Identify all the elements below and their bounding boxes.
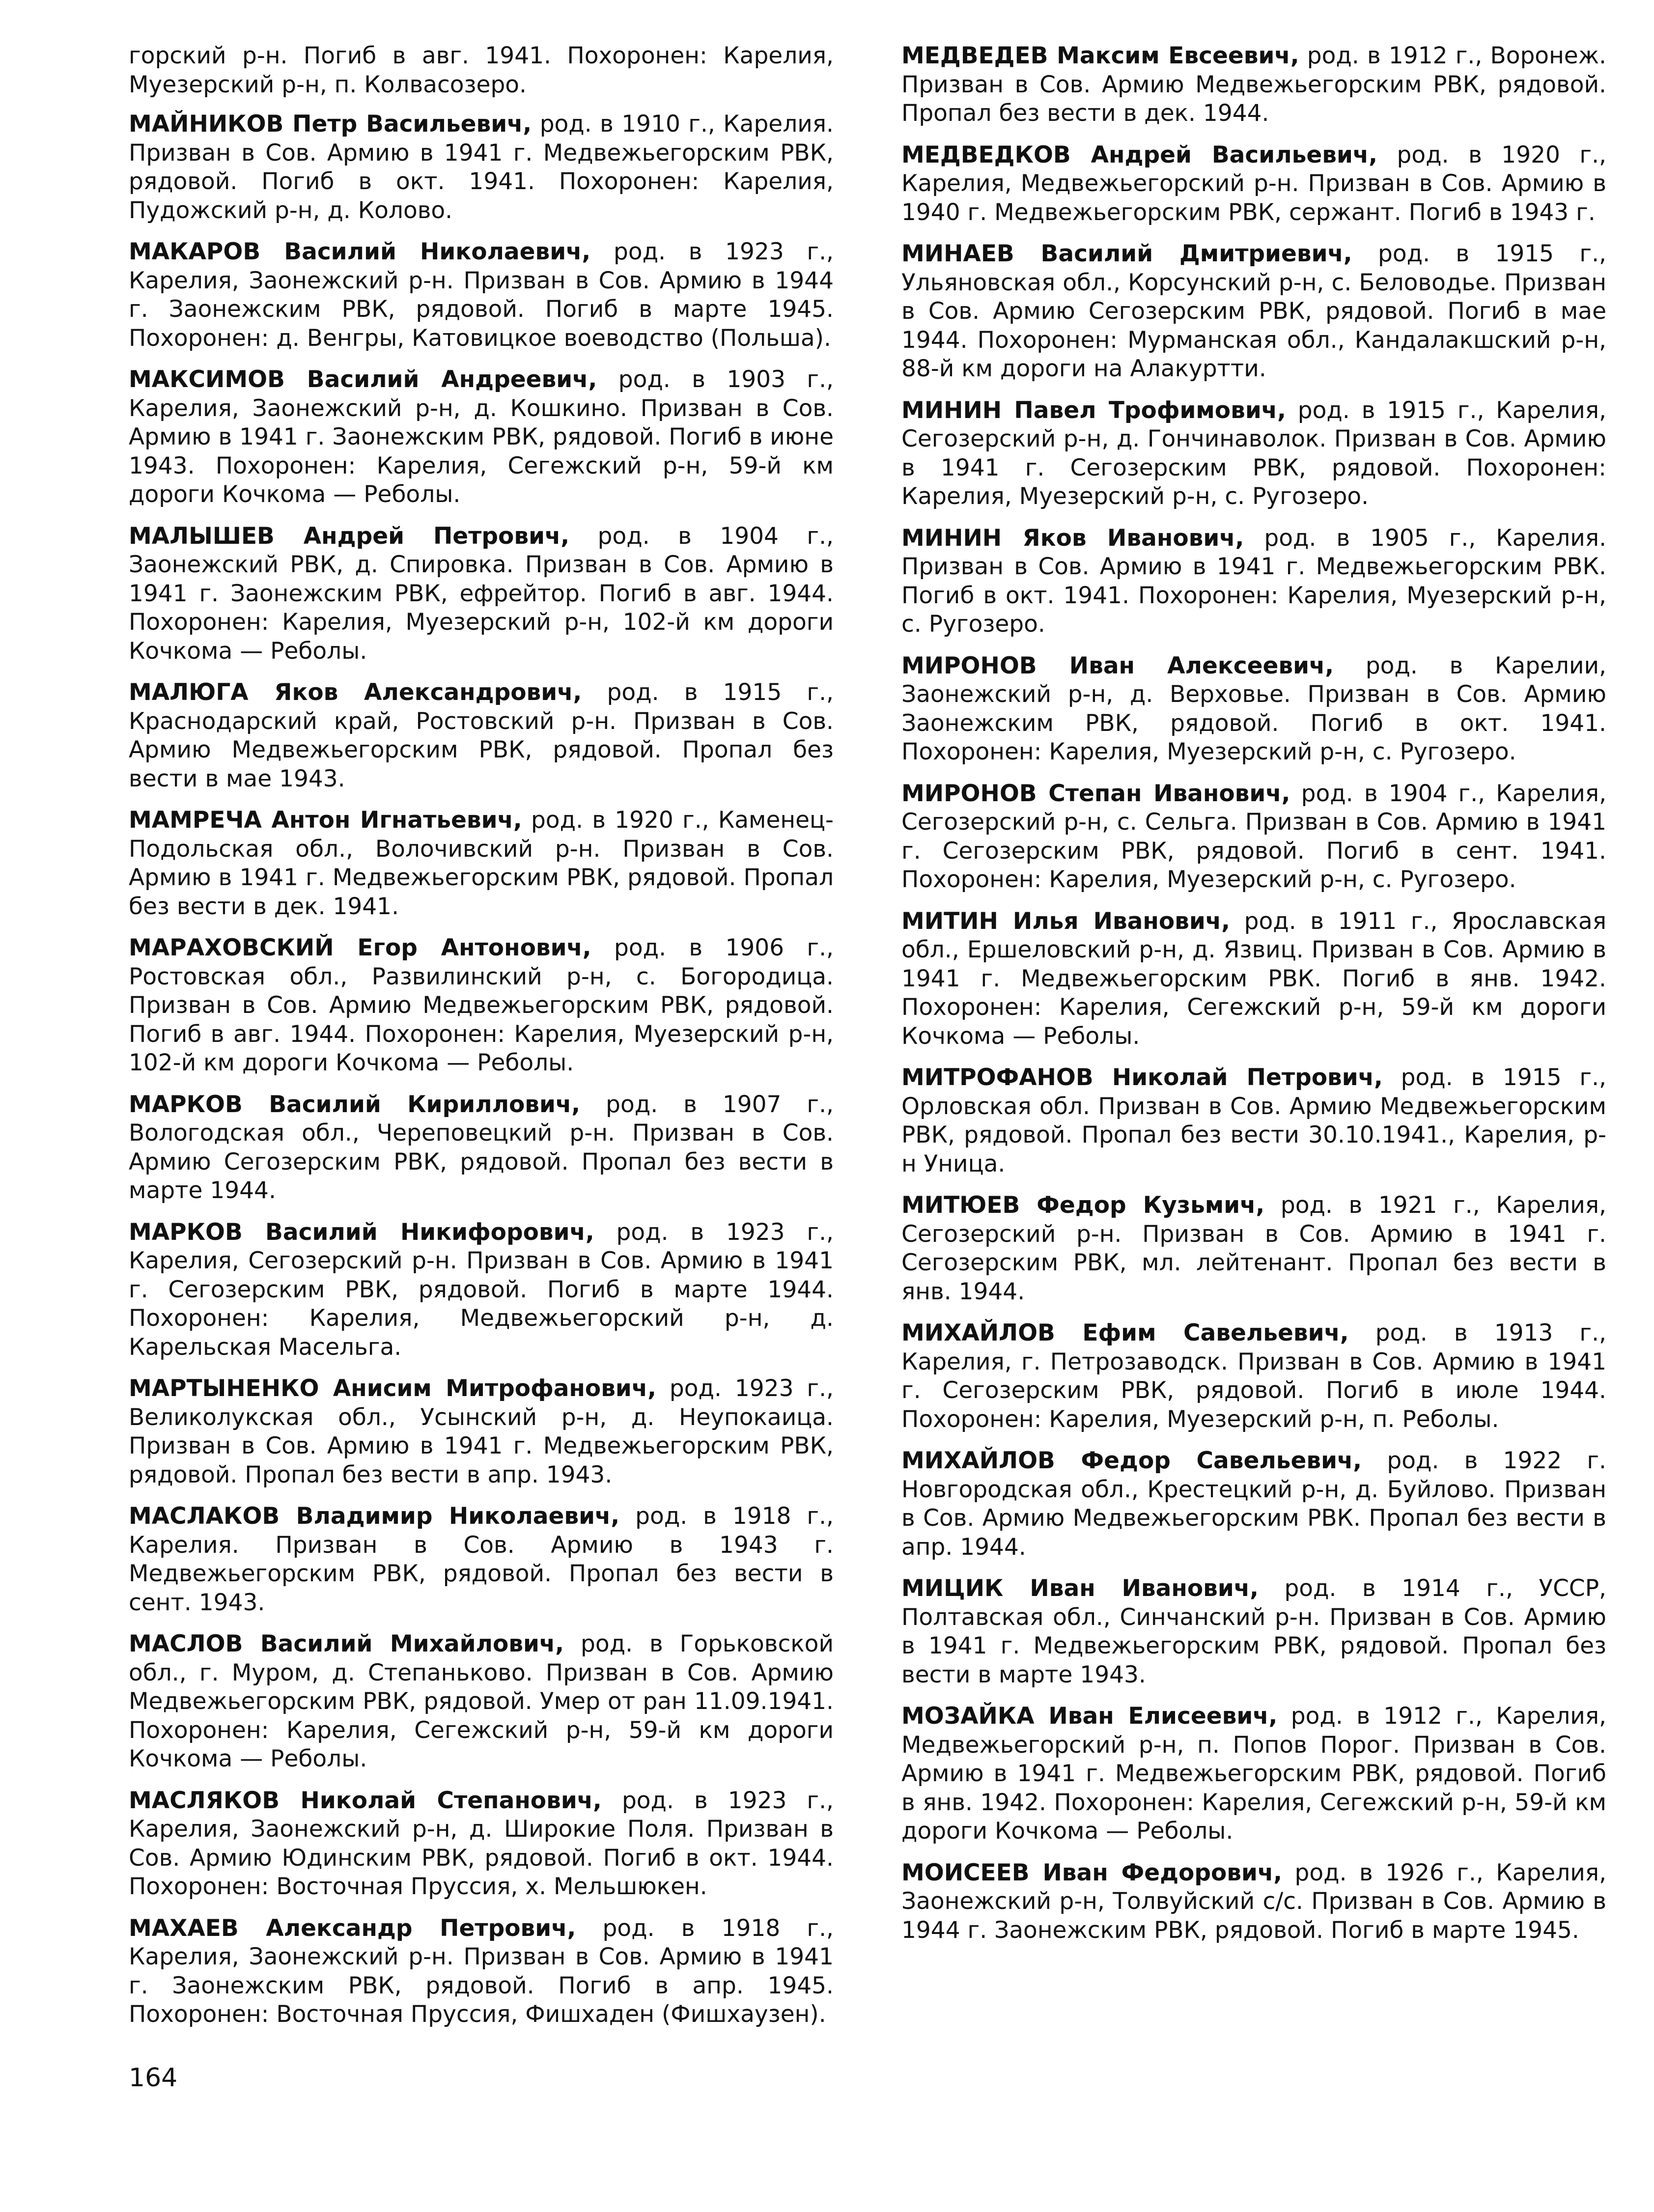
- entry-name: МИТИН Илья Иванович,: [901, 907, 1230, 935]
- entry-name: МОИСЕЕВ Иван Федорович,: [901, 1859, 1283, 1886]
- entry-name: МИРОНОВ Степан Иванович,: [901, 780, 1290, 807]
- entry-text: род. в 1905 г., Карелия. Призван в Сов. Армию в 1941 г. Медвежьегорским РВК. Погиб в окт. 1941. Похоронен: Карелия, Муезерский р-н, с. Ругозеро.: [901, 524, 1607, 638]
- entry-text: род. в 1918 г., Карелия, Заонежский р-н. Призван в Сов. Армию в 1941 г. Заонежским РВК, рядовой. Погиб в апр. 1945. Похоронен: Восточная Пруссия, Фишхаден (Фишхаузен).: [129, 1914, 834, 2028]
- entry-text: род. в 1904 г., Заонежский РВК, д. Спировка. Призван в Сов. Армию в 1941 г. Заонежским РВК, ефрейтор. Погиб в авг. 1944. Похоронен: Карелия, Муезерский р-н, 102-й км дороги Кочкома — Реболы.: [129, 522, 834, 665]
- entry-name: МАЛЮГА Яков Александрович,: [129, 679, 582, 706]
- entry-text: род. в 1920 г., Карелия, Медвежьегорский р-н. Призван в Сов. Армию в 1940 г. Медвежьегорским РВК, сержант. Погиб в 1943 г.: [901, 141, 1606, 226]
- list-item: [129, 522, 834, 666]
- list-item: [901, 240, 1606, 384]
- entry-text: род. в 1918 г., Карелия. Призван в Сов. Армию в 1943 г. Медвежьегорским РВК, рядовой. Пропал без вести в сент. 1943.: [129, 1503, 834, 1616]
- list-item: [901, 42, 1606, 128]
- entry-text: род. в 1926 г., Карелия, Заонежский р-н, Толвуйский с/с. Призван в Сов. Армию в 1944 г. Заонежским РВК, рядовой. Погиб в марте 1945.: [901, 1859, 1607, 1944]
- list-item: [129, 1502, 834, 1617]
- entry-text: род. в 1921 г., Карелия, Сегозерский р-н. Призван в Сов. Армию в 1941 г. Сегозерским РВК, мл. лейтенант. Пропал без вести в янв. 1944.: [901, 1192, 1607, 1305]
- entry-name: МАСЛЯКОВ Николай Степанович,: [129, 1787, 602, 1814]
- entry-text: род. в 1912 г., Карелия, Медвежьегорский р-н, п. Попов Порог. Призван в Сов. Армию в 1941 г. Медвежьегорским РВК, рядовой. Погиб в янв. 1942. Похоронен: Карелия, Сегежский р-н, 59-й км дороги Кочкома — Реболы.: [901, 1703, 1606, 1845]
- entry-name: МОЗАЙКА Иван Елисеевич,: [901, 1703, 1278, 1730]
- entry-text: род. в 1904 г., Карелия, Сегозерский р-н, с. Сельга. Призван в Сов. Армию в 1941 г. Сегозерским РВК, рядовой. Погиб в сент. 1941. Похоронен: Карелия, Муезерский р-н, с. Ругозеро.: [901, 780, 1607, 893]
- entry-text: род. в 1915 г., Карелия, Сегозерский р-н, д. Гончинаволок. Призван в Сов. Армию в 1941 г. Сегозерским РВК, рядовой. Похоронен: Карелия, Муезерский р-н, с. Ругозеро.: [901, 396, 1606, 510]
- list-item: [129, 934, 834, 1078]
- entry-name: МАХАЕВ Александр Петрович,: [129, 1914, 576, 1942]
- entry-name: МИТЮЕВ Федор Кузьмич,: [901, 1192, 1265, 1219]
- entry-text: род. в 1914 г., УССР, Полтавская обл., Синчанский р-н. Призван в Сов. Армию в 1941 г. Медвежьегорским РВК, рядовой. Пропал без вести в марте 1943.: [901, 1575, 1606, 1688]
- page-number: 164: [129, 2063, 178, 2093]
- entry-text: род. в 1923 г., Карелия, Сегозерский р-н. Призван в Сов. Армию в 1941 г. Сегозерским РВК, рядовой. Погиб в марте 1944. Похоронен: Карелия, Медвежьегорский р-н, д. Карельская Масельга.: [129, 1218, 834, 1361]
- list-item: [129, 1787, 834, 1902]
- list-item: [129, 1630, 834, 1774]
- list-item: [901, 524, 1606, 639]
- entry-text: род. в 1915 г., Ульяновская обл., Корсунский р-н, с. Беловодье. Призван в Сов. Армию Сегозерским РВК, рядовой. Погиб в мае 1944. Похоронен: Мурманская обл., Кандалакшский р-н, 88-й км дороги на Алакуртти.: [901, 240, 1606, 382]
- entry-text: род. в 1912 г., Воронеж. Призван в Сов. Армию Медвежьегорским РВК, рядовой. Пропал без вести в дек. 1944.: [901, 42, 1606, 127]
- entry-name: МАСЛОВ Василий Михайлович,: [129, 1630, 564, 1657]
- entry-text: род. в 1911 г., Ярославская обл., Ершеловский р-н, д. Язвиц. Призван в Сов. Армию в 1941 г. Медвежьегорским РВК. Погиб в янв. 1942. Похоронен: Карелия, Сегежский р-н, 59-й км дороги Кочкома — Реболы.: [901, 907, 1606, 1050]
- list-item: [129, 1914, 834, 2029]
- entry-text: род. в 1923 г., Карелия, Заонежский р-н, д. Широкие Поля. Призван в Сов. Армию Юдинским РВК, рядовой. Погиб в окт. 1944. Похоронен: Восточная Пруссия, х. Мельшюкен.: [129, 1787, 834, 1900]
- list-item: [901, 1319, 1606, 1434]
- entry-name: МЕДВЕДКОВ Андрей Васильевич,: [901, 141, 1378, 168]
- list-item: [901, 396, 1606, 511]
- entry-text: род. в 1910 г., Карелия. Призван в Сов. Армию в 1941 г. Медвежьегорским РВК, рядовой. Погиб в окт. 1941. Похоронен: Карелия, Пудожский р-н, д. Колово.: [129, 111, 834, 224]
- list-item: [129, 806, 834, 921]
- list-item: [129, 365, 834, 509]
- entry-name: МИНАЕВ Василий Дмитриевич,: [901, 240, 1352, 267]
- list-item: [129, 110, 834, 225]
- entry-name: МАРАХОВСКИЙ Егор Антонович,: [129, 934, 591, 961]
- entry-name: МАКСИМОВ Василий Андреевич,: [129, 366, 597, 393]
- entry-text: род. в 1903 г., Карелия, Заонежский р-н, д. Кошкино. Призван в Сов. Армию в 1941 г. Заонежским РВК, рядовой. Погиб в июне 1943. Похоронен: Карелия, Сегежский р-н, 59-й км дороги Кочкома — Реболы.: [129, 366, 834, 508]
- entry-name: МИНИН Яков Иванович,: [901, 524, 1244, 552]
- list-item: [901, 1447, 1606, 1562]
- entry-text: род. в 1906 г., Ростовская обл., Развилинский р-н, с. Богородица. Призван в Сов. Армию Медвежьегорским РВК, рядовой. Погиб в авг. 1944. Похоронен: Карелия, Муезерский р-н, 102-й км дороги Кочкома — Реболы.: [129, 934, 834, 1076]
- entry-name: МАЙНИКОВ Петр Васильевич,: [129, 111, 532, 138]
- list-item: [901, 1574, 1606, 1689]
- entry-name: МИХАЙЛОВ Федор Савельевич,: [901, 1447, 1362, 1474]
- left-column: [129, 42, 834, 2042]
- list-item: [901, 652, 1606, 767]
- entry-text: род. в 1915 г., Краснодарский край, Ростовский р-н. Призван в Сов. Армию Медвежьегорским РВК, рядовой. Пропал без вести в мае 1943.: [129, 679, 834, 792]
- list-item: [901, 1191, 1606, 1306]
- entry-text: род. в 1913 г., Карелия, г. Петрозаводск. Призван в Сов. Армию в 1941 г. Сегозерским РВК, рядовой. Погиб в июле 1944. Похоронен: Карелия, Муезерский р-н, п. Реболы.: [901, 1319, 1606, 1433]
- entry-text: род. в 1922 г. Новгородская обл., Крестецкий р-н, д. Буйлово. Призван в Сов. Армию Медвежьегорским РВК. Пропал без вести в апр. 1944.: [901, 1447, 1606, 1561]
- entry-name: МИХАЙЛОВ Ефим Савельевич,: [901, 1319, 1349, 1346]
- entry-name: МИРОНОВ Иван Алексеевич,: [901, 652, 1334, 679]
- entry-name: МАЛЫШЕВ Андрей Петрович,: [129, 522, 570, 550]
- entry-name: МИТРОФАНОВ Николай Петрович,: [901, 1064, 1383, 1091]
- entry-text: род. в Карелии, Заонежский р-н, д. Верховье. Призван в Сов. Армию Заонежским РВК, рядовой. Погиб в окт. 1941. Похоронен: Карелия, Муезерский р-н, с. Ругозеро.: [901, 652, 1606, 765]
- list-item: [901, 141, 1606, 227]
- list-item: [129, 238, 834, 353]
- entry-name: МАСЛАКОВ Владимир Николаевич,: [129, 1503, 620, 1530]
- list-item: [129, 1091, 834, 1205]
- entry-name: МАРКОВ Василий Кириллович,: [129, 1091, 581, 1118]
- entry-text: род. в 1923 г., Карелия, Заонежский р-н. Призван в Сов. Армию в 1944 г. Заонежским РВК, рядовой. Погиб в марте 1945. Похоронен: д. Венгры, Катовицкое воеводство (Польша).: [129, 238, 834, 352]
- entry-text: род. в 1907 г., Вологодская обл., Череповецкий р-н. Призван в Сов. Армию Сегозерским РВК, рядовой. Пропал без вести в марте 1944.: [129, 1091, 834, 1204]
- list-item: [901, 780, 1606, 895]
- list-item: [901, 1859, 1606, 1945]
- entry-text: род. в Горьковской обл., г. Муром, д. Степаньково. Призван в Сов. Армию Медвежьегорским РВК, рядовой. Умер от ран 11.09.1941. Похоронен: Карелия, Сегежский р-н, 59-й км дороги Кочкома — Реболы.: [129, 1630, 834, 1772]
- entry-name: МЕДВЕДЕВ Максим Евсеевич,: [901, 42, 1299, 69]
- right-column: [901, 42, 1606, 1958]
- list-item: [901, 1064, 1606, 1178]
- list-item: [129, 42, 834, 99]
- entry-name: МАМРЕЧА Антон Игнатьевич,: [129, 807, 522, 834]
- entry-text: род. в 1915 г., Орловская обл. Призван в Сов. Армию Медвежьегорским РВК, рядовой. Пропал без вести 30.10.1941., Карелия, р-н Уница.: [901, 1064, 1606, 1177]
- list-item: [129, 1374, 834, 1489]
- entry-text: горский р-н. Погиб в авг. 1941. Похоронен: Карелия, Муезерский р-н, п. Колвасозеро.: [129, 42, 834, 98]
- entry-name: МАРТЫНЕНКО Анисим Митрофанович,: [129, 1375, 656, 1402]
- list-item: [129, 1218, 834, 1362]
- entry-name: МИНИН Павел Трофимович,: [901, 396, 1286, 424]
- list-item: [129, 678, 834, 793]
- entry-name: МАРКОВ Василий Никифорович,: [129, 1218, 594, 1246]
- entry-text: род. в 1920 г., Каменец-Подольская обл., Волочивский р-н. Призван в Сов. Армию в 1941 г. Медвежьегорским РВК, рядовой. Пропал без вести в дек. 1941.: [129, 807, 834, 920]
- list-item: [901, 1702, 1606, 1846]
- entry-text: род. 1923 г., Великолукская обл., Усынский р-н, д. Неупокаица. Призван в Сов. Армию в 1941 г. Медвежьегорским РВК, рядовой. Пропал без вести в апр. 1943.: [129, 1375, 834, 1488]
- list-item: [901, 907, 1606, 1051]
- entry-name: МАКАРОВ Василий Николаевич,: [129, 238, 591, 265]
- entry-name: МИЦИК Иван Иванович,: [901, 1575, 1259, 1602]
